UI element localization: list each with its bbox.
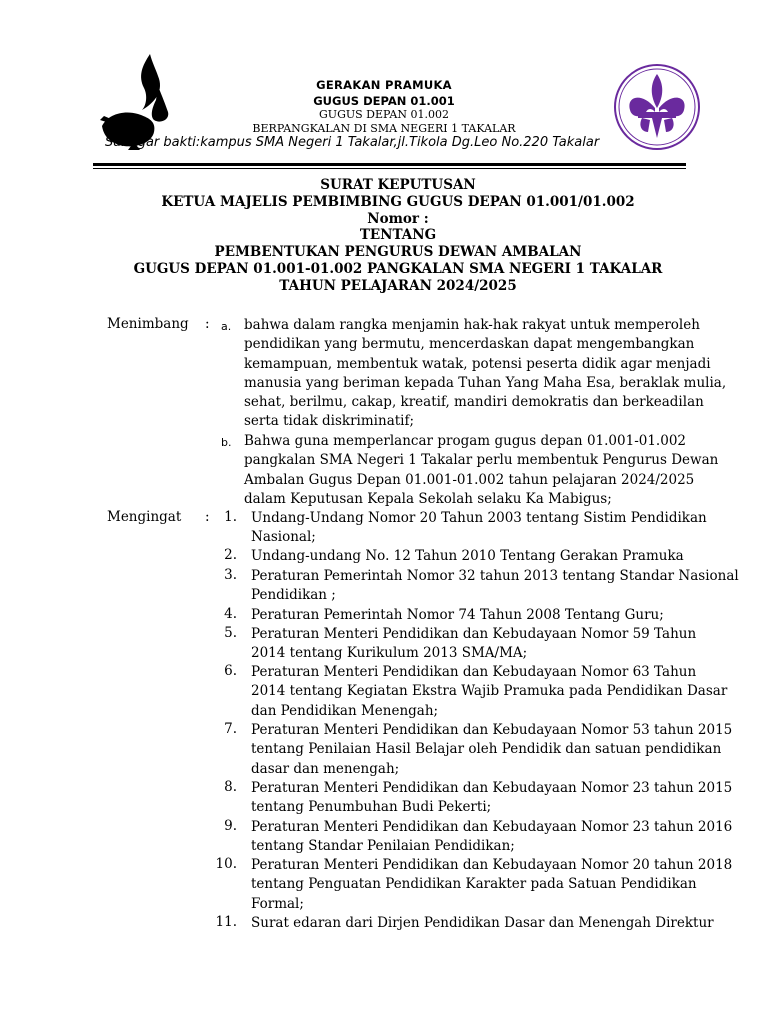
text-line: kemampuan, membentuk watak, potensi peserta didik agar menjadi <box>244 355 711 372</box>
mengingat-item <box>251 547 686 566</box>
text-line: pendidikan yang bermutu, mencerdaskan dapat mengembangkan <box>244 336 695 353</box>
document-subject-2: GUGUS DEPAN 01.001-01.002 PANGKALAN SMA NEGERI 1 TAKALAR <box>133 261 663 277</box>
mengingat-item-number: 7. <box>224 721 237 737</box>
text-line: 2014 tentang Kegiatan Ekstra Wajib Pramuka pada Pendidikan Dasar <box>251 683 728 700</box>
base-line: BERPANGKALAN DI SMA NEGERI 1 TAKALAR <box>252 122 516 135</box>
mengingat-colon: : <box>205 509 210 525</box>
mengingat-item-number: 8. <box>224 779 237 795</box>
mengingat-item-number: 2. <box>224 547 237 563</box>
letterhead-divider-thick <box>93 163 686 166</box>
text-line: Bahwa guna memperlancar progam gugus depan 01.001-01.002 <box>244 433 686 449</box>
mengingat-item <box>251 606 686 625</box>
text-line: Peraturan Pemerintah Nomor 32 tahun 2013 tentang Standar Nasional <box>251 568 739 584</box>
text-line: Peraturan Menteri Pendidikan dan Kebudayaan Nomor 53 tahun 2015 <box>251 722 733 738</box>
mengingat-item <box>251 509 707 548</box>
text-line: Peraturan Menteri Pendidikan dan Kebudayaan Nomor 23 tahun 2016 <box>251 819 733 835</box>
mengingat-item <box>251 663 728 721</box>
mengingat-item-number: 5. <box>224 625 237 641</box>
text-line: Undang-Undang Nomor 20 Tahun 2003 tentang Sistim Pendidikan <box>251 510 707 526</box>
gugus-depan-1: GUGUS DEPAN 01.001 <box>313 94 455 108</box>
menimbang-label: Menimbang <box>107 316 189 332</box>
mengingat-item <box>251 567 739 606</box>
menimbang-item-marker: a. <box>221 320 232 333</box>
mengingat-item <box>251 856 733 914</box>
mengingat-item-number: 1. <box>224 509 237 525</box>
menimbang-item <box>244 432 719 509</box>
mengingat-item-number: 9. <box>224 818 237 834</box>
text-line: tentang Penilaian Hasil Belajar oleh Pendidik dan satuan pendidikan <box>251 741 722 758</box>
mengingat-label: Mengingat <box>107 509 182 525</box>
menimbang-colon: : <box>205 316 210 332</box>
mengingat-item <box>251 779 733 818</box>
text-line: sehat, berilmu, cakap, kreatif, mandiri demokratis dan berkeadilan <box>244 394 704 411</box>
mengingat-item-number: 4. <box>224 606 237 622</box>
mengingat-item-number: 11. <box>215 914 237 930</box>
mengingat-item <box>251 914 714 933</box>
text-line: bahwa dalam rangka menjamin hak-hak rakyat untuk memperoleh <box>244 317 700 333</box>
mengingat-item <box>251 625 697 664</box>
mengingat-item-number: 10. <box>215 856 237 872</box>
menimbang-item-marker: b. <box>221 436 232 449</box>
text-line: Pendidikan ; <box>251 587 336 604</box>
text-line: serta tidak diskriminatif; <box>244 413 415 430</box>
text-line: tentang Penumbuhan Budi Pekerti; <box>251 799 492 816</box>
text-line: 2014 tentang Kurikulum 2013 SMA/MA; <box>251 645 528 662</box>
text-line: Nasional; <box>251 529 316 546</box>
letterhead-divider-thin <box>93 168 686 169</box>
mengingat-item-number: 3. <box>224 567 237 583</box>
document-title: SURAT KEPUTUSAN <box>320 177 476 193</box>
text-line: Peraturan Menteri Pendidikan dan Kebudayaan Nomor 63 Tahun <box>251 664 697 680</box>
text-line: manusia yang beriman kepada Tuhan Yang Maha Esa, beraklak mulia, <box>244 374 727 391</box>
mengingat-item-number: 6. <box>224 663 237 679</box>
gugus-depan-2: GUGUS DEPAN 01.002 <box>319 108 449 121</box>
text-line: Surat edaran dari Dirjen Pendidikan Dasar dan Menengah Direktur <box>251 915 714 931</box>
document-subject-3: TAHUN PELAJARAN 2024/2025 <box>279 278 517 294</box>
text-line: Formal; <box>251 895 304 912</box>
document-issuer: KETUA MAJELIS PEMBIMBING GUGUS DEPAN 01.001/01.002 <box>161 194 635 210</box>
organization-name: GERAKAN PRAMUKA <box>316 78 452 92</box>
text-line: tentang Penguatan Pendidikan Karakter pada Satuan Pendidikan <box>251 876 697 893</box>
mengingat-item <box>251 818 733 857</box>
mengingat-item <box>251 721 733 779</box>
text-line: Peraturan Pemerintah Nomor 74 Tahun 2008 Tentang Guru; <box>251 607 664 623</box>
text-line: Peraturan Menteri Pendidikan dan Kebudayaan Nomor 59 Tahun <box>251 626 697 642</box>
text-line: tentang Standar Penilaian Pendidikan; <box>251 838 515 855</box>
document-number: Nomor : <box>367 211 429 227</box>
text-line: pangkalan SMA Negeri 1 Takalar perlu membentuk Pengurus Dewan <box>244 452 719 469</box>
text-line: Peraturan Menteri Pendidikan dan Kebudayaan Nomor 20 tahun 2018 <box>251 857 733 873</box>
text-line: dan Pendidikan Menengah; <box>251 702 439 719</box>
text-line: Ambalan Gugus Depan 01.001-01.002 tahun pelajaran 2024/2025 <box>244 471 695 488</box>
text-line: Undang-undang No. 12 Tahun 2010 Tentang Gerakan Pramuka <box>251 548 684 564</box>
menimbang-item <box>244 316 727 432</box>
text-line: dalam Keputusan Kepala Sekolah selaku Ka Mabigus; <box>244 490 612 507</box>
text-line: dasar dan menengah; <box>251 760 400 777</box>
document-subject-1: PEMBENTUKAN PENGURUS DEWAN AMBALAN <box>214 244 582 260</box>
text-line: Peraturan Menteri Pendidikan dan Kebudayaan Nomor 23 tahun 2015 <box>251 780 733 796</box>
document-tentang: TENTANG <box>359 227 437 243</box>
address-line: Sanggar bakti:kampus SMA Negeri 1 Takalar,jl.Tikola Dg.Leo No.220 Takalar <box>105 135 600 150</box>
